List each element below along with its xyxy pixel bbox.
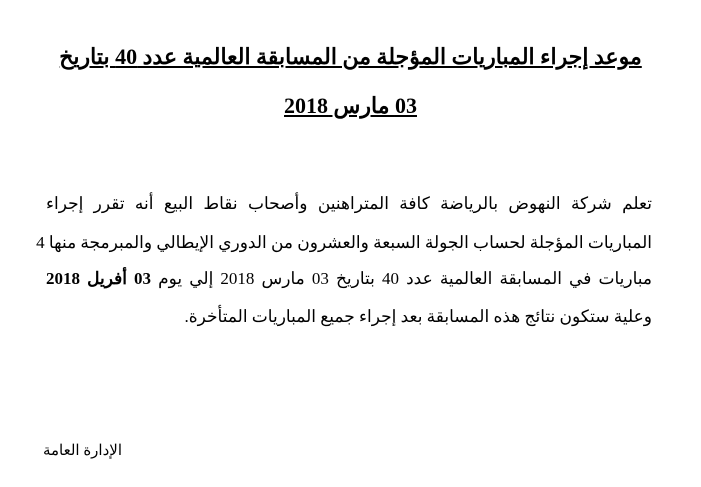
- announcement-new-date: 03 أفريل 2018: [46, 269, 152, 288]
- announcement-line-1: تعلم شركة النهوض بالرياضة كافة المتراهنين وأصحاب نقاط البيع أنه تقرر إجراء: [46, 194, 652, 213]
- announcement-line-4: وعلية ستكون نتائج هذه المسابقة بعد إجراء جميع المباريات المتأخرة.: [184, 307, 652, 326]
- announcement-line-3-text: مباريات في المسابقة العالمية عدد 40 بتاريخ 03 مارس 2018 إلي يوم: [151, 269, 652, 288]
- announcement-line-2: المباريات المؤجلة لحساب الجولة السبعة والعشرون من الدوري الإيطالي والمبرمجة منها 4: [36, 233, 652, 252]
- document-title-line-2: 03 مارس 2018: [284, 93, 417, 118]
- document-title-line-1: موعد إجراء المباريات المؤجلة من المسابقة العالمية عدد 40 بتاريخ: [59, 44, 642, 69]
- signature-general-management: الإدارة العامة: [42, 443, 122, 459]
- announcement-line-3: [46, 268, 652, 290]
